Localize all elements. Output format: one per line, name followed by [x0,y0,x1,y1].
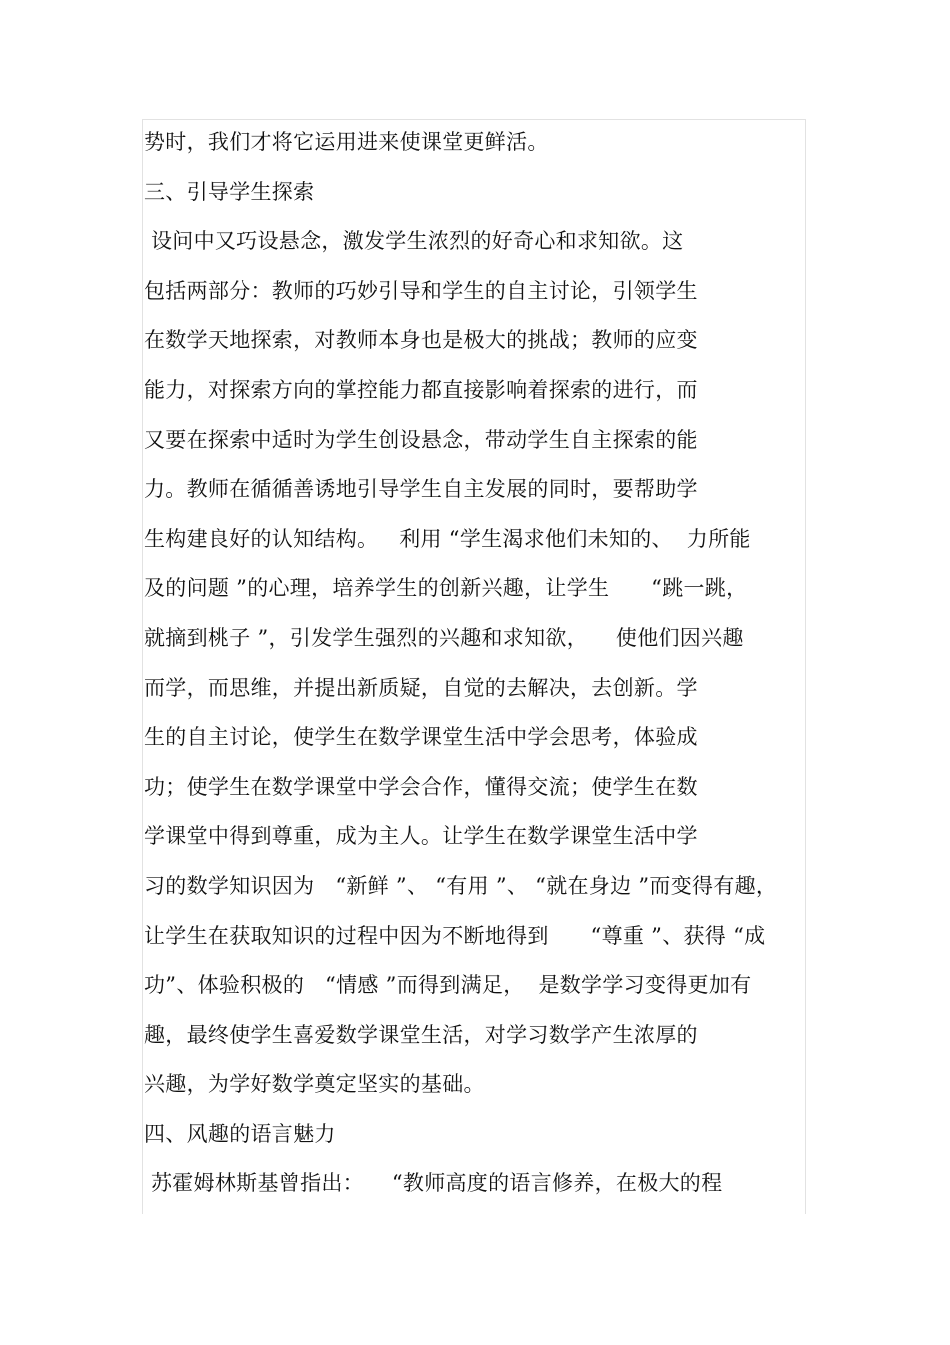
document-body [144,118,814,1209]
text-line: 习的数学知识因为 “新鲜 ”、 “有用 ”、 “就在身边 ”而变得有趣， [144,873,778,898]
text-line: 功；使学生在数学课堂中学会合作，懂得交流；使学生在数 [144,774,698,799]
text-line: 能力，对探索方向的掌控能力都直接影响着探索的进行，而 [144,377,698,402]
text-line: 力。教师在循循善诱地引导学生自主发展的同时，要帮助学 [144,477,698,502]
text-line: 又要在探索中适时为学生创设悬念，带动学生自主探索的能 [144,427,698,452]
text-line: 学课堂中得到尊重，成为主人。让学生在数学课堂生活中学 [144,824,698,849]
text-line: 让学生在获取知识的过程中因为不断地得到 “尊重 ”、获得 “成 [144,923,766,948]
text-line: 包括两部分：教师的巧妙引导和学生的自主讨论，引领学生 [144,278,698,303]
text-line: 趣，最终使学生喜爱数学课堂生活，对学习数学产生浓厚的 [144,1022,698,1047]
section-heading: 三、引导学生探索 [144,179,315,204]
text-line: 兴趣，为学好数学奠定坚实的基础。 [144,1072,485,1097]
text-line: 就摘到桃子 ”，引发学生强烈的兴趣和求知欲， 使他们因兴趣 [144,625,744,650]
text-line: 势时，我们才将它运用进来使课堂更鲜活。 [144,130,549,154]
text-line: 生的自主讨论，使学生在数学课堂生活中学会思考，体验成 [144,725,698,750]
text-line: 设问中又巧设悬念，激发学生浓烈的好奇心和求知欲。这 [144,229,684,254]
text-line: 在数学天地探索，对教师本身也是极大的挑战；教师的应变 [144,328,698,353]
text-line: 而学，而思维，并提出新质疑，自觉的去解决，去创新。学 [144,675,698,700]
text-line: 苏霍姆林斯基曾指出： “教师高度的语言修养，在极大的程 [144,1171,723,1196]
section-heading: 四、风趣的语言魅力 [144,1121,336,1146]
text-line: 及的问题 ”的心理，培养学生的创新兴趣，让学生 “跳一跳， [144,576,748,601]
text-line: 功”、体验积极的 “情感 ”而得到满足， 是数学学习变得更加有 [144,973,752,998]
text-line: 生构建良好的认知结构。 利用 “学生渴求他们未知的、 力所能 [144,526,751,551]
